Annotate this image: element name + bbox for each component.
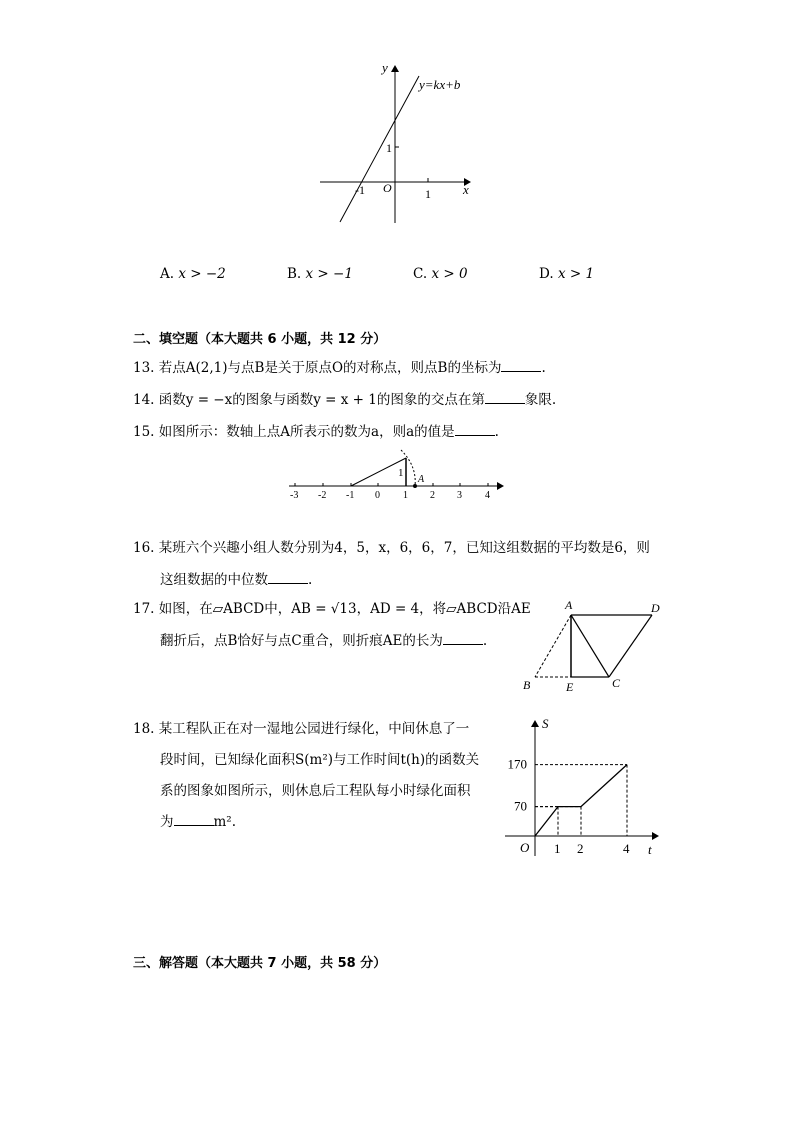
question-17: 17. 如图，在▱ABCD中，AB = √13，AD = 4，将▱ABCD沿AE [133,601,531,617]
choice-d: D. x > 1 [539,266,595,282]
tick-label: -2 [318,490,327,500]
origin-label: O [520,840,530,855]
answer-blank[interactable] [501,359,541,372]
label-a: A [565,598,573,612]
question-16: 16. 某班六个兴趣小组人数分别为4，5，x，6，6，7，已知这组数据的平均数是6，则 [133,540,650,556]
segment-ac [571,615,609,677]
question-18: 18. 某工程队正在对一湿地公园进行绿化，中间休息了一 [133,721,470,737]
question-15: 15. 如图所示：数轴上点A所表示的数为a，则a的值是 . [133,424,499,440]
section-2-title: 二、填空题（本大题共 6 小题，共 12 分） [133,332,387,347]
segment-ab-dashed [535,615,571,677]
tick-label: -1 [346,490,355,500]
question-17-line2: 翻折后，点B恰好与点C重合，则折痕AE的长为 . [160,633,488,649]
x-axis-label: t [648,842,652,857]
answer-blank[interactable] [485,391,525,404]
answer-blank[interactable] [174,813,214,826]
choice-a: A. x > −2 [160,266,226,282]
tick-1y-label: 1 [386,141,392,155]
tick-neg1-label: -1 [355,183,365,197]
question-16-line2: 这组数据的中位数 . [160,572,313,588]
question-number: 17. [133,601,155,617]
y-axis-label: y [382,60,388,75]
tick-1x-label: 1 [425,187,431,201]
parallelogram-figure [515,597,670,695]
question-number: 18. [133,721,155,737]
tick-label: 1 [403,490,408,500]
height-label: 1 [398,467,404,479]
question-14: 14. 函数y = −x的图象与函数y = x + 1的图象的交点在第 象限. [133,392,557,408]
x-tick-label: 2 [577,841,584,856]
number-line-figure [285,448,510,500]
segment-dc [609,615,652,677]
origin-label: O [383,181,392,195]
x-tick-label: 1 [554,841,561,856]
y-axis-label: S [542,716,549,731]
linear-function-graph [315,58,485,228]
label-d: D [651,601,660,615]
area-time-chart [500,716,670,866]
label-b: B [523,678,531,692]
x-tick-label: 4 [623,841,630,856]
tick-label: 2 [430,490,435,500]
tick-label: 0 [375,490,380,500]
y-tick-label: 70 [514,798,527,814]
question-18-line3: 系的图象如图所示，则休息后工程队每小时绿化面积 [160,783,471,799]
tick-label: 4 [485,490,490,500]
question-18-line4: 为 m². [160,814,237,830]
series-line [535,765,627,836]
question-13: 13. 若点A(2,1)与点B是关于原点O的对称点，则点B的坐标为 . [133,360,546,376]
answer-blank[interactable] [455,423,495,436]
question-18-line2: 段时间，已知绿化面积S(m²)与工作时间t(h)的函数关 [160,752,480,768]
answer-blank[interactable] [268,571,308,584]
section-3-title: 三、解答题（本大题共 7 小题，共 58 分） [133,956,387,971]
choice-b: B. x > −1 [287,266,353,282]
question-number: 13. [133,360,155,376]
question-number: 14. [133,392,155,408]
tick-label: 3 [457,490,462,500]
line-label: y=kx+b [419,77,461,92]
x-axis-label: x [463,182,469,197]
label-c: C [612,676,621,690]
tick-label: -3 [290,490,299,500]
y-tick-label: 170 [507,756,527,772]
answer-blank[interactable] [443,632,483,645]
question-number: 16. [133,540,155,556]
point-a-label: A [418,474,425,485]
label-e: E [566,680,574,694]
choice-c: C. x > 0 [413,266,468,282]
point-a [413,484,417,488]
kx-b-line [340,76,419,222]
question-number: 15. [133,424,155,440]
